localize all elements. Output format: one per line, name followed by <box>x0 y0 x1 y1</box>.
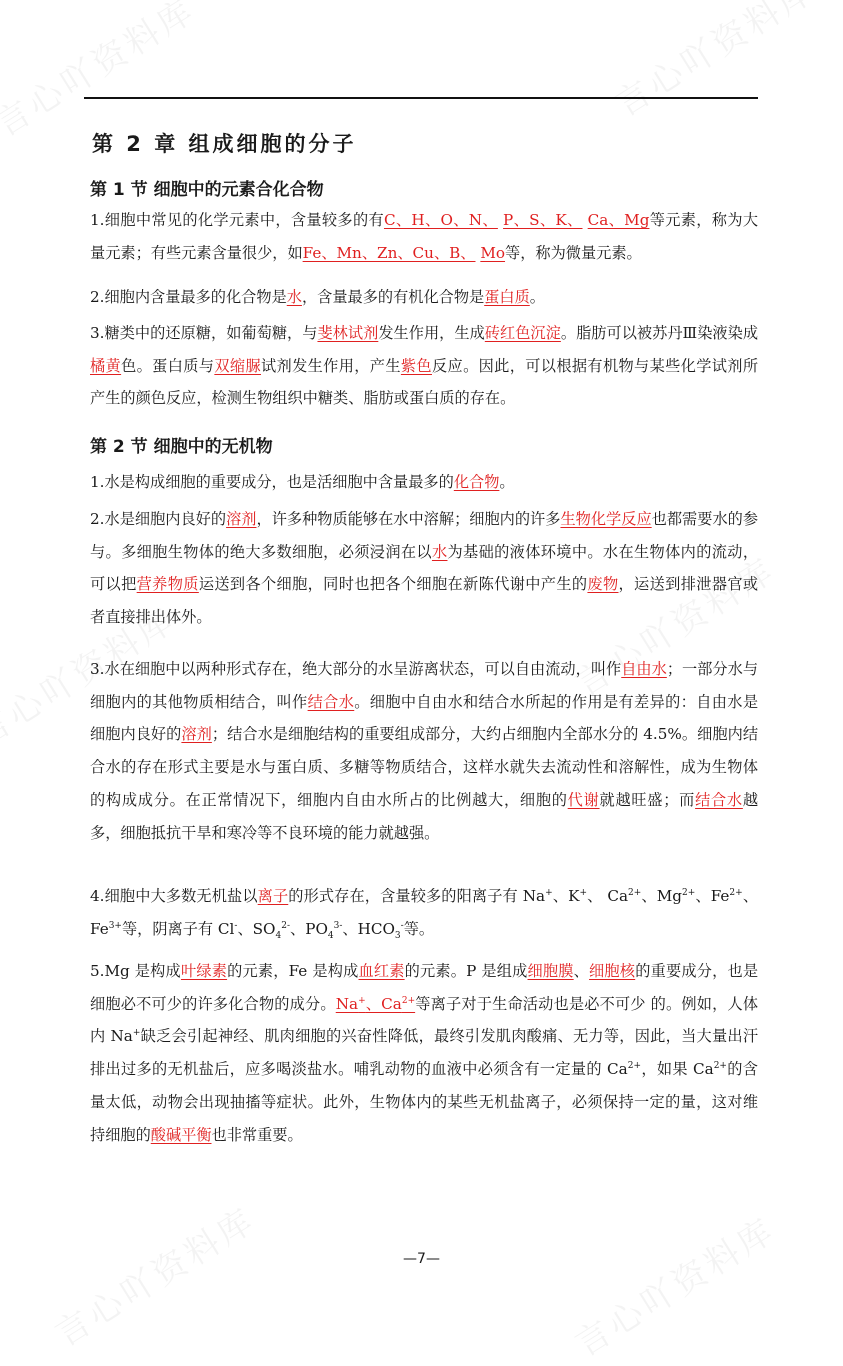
chapter-title: 第 2 章 组成细胞的分子 <box>92 132 357 156</box>
paragraph: 4.细胞中大多数无机盐以离子的形式存在，含量较多的阳离子有 Na+、K+、 $Ca^{2+}$、$Mg^{2+}$、$Fe^{2+}$、$Fe^{3+}$等，阴离子有 Cl-、$SO_4^{2-}$、$PO_4^{3-}$、$HCO_3^-$等。 <box>90 887 759 941</box>
paragraph: 5.Mg 是构成叶绿素的元素，Fe 是构成血红素的元素。P 是组成细胞膜、细胞核的重要成分，也是细胞必不可少的许多化合物的成分。Na+、$Ca^{2+}$等离子对于生命活动也是必不可少 的。例如，人体内 Na+缺乏会引起神经、肌肉细胞的兴奋性降低，最终引发肌肉酸痛、无力等，因此，当大量出汗排出过多的无机盐后，应多喝淡盐水。哺乳动物的血液中必须含有一定量的 $Ca^{2+}$，如果 $Ca^{2+}$的含量太低，动物会出现抽搐等症状。此外，生物体内的某些无机盐离子，必须保持一定的量，这对维持细胞的酸碱平衡也非常重要。 <box>90 962 759 1144</box>
page-number: —7— <box>403 1251 440 1267</box>
paragraph: 3.水在细胞中以两种形式存在，绝大部分的水呈游离状态，可以自由流动，叫作自由水；一部分水与细胞内的其他物质相结合，叫作结合水。细胞中自由水和结合水所起的作用是有差异的：自由水是细胞内良好的溶剂；结合水是细胞结构的重要组成部分，大约占细胞内全部水分的 4.5%。细胞内结合水的存在形式主要是水与蛋白质、多糖等物质结合，这样水就失去流动性和溶解性，成为生物体的构成成分。在正常情况下，细胞内自由水所占的比例越大，细胞的代谢就越旺盛；而结合水越多，细胞抵抗干旱和寒冷等不良环境的能力就越强。 <box>90 660 759 842</box>
watermark <box>0 0 204 146</box>
paragraph: 2.细胞内含量最多的化合物是水，含量最多的有机化合物是蛋白质。 <box>90 288 545 306</box>
watermark <box>604 0 823 126</box>
paragraph: 1.细胞中常见的化学元素中，含量较多的有C、H、O、N、 P、S、K、 Ca、Mg等元素，称为大量元素；有些元素含量很少，如Fe、Mn、Zn、Cu、B、 Mo等，称为微量元素。 <box>90 211 759 262</box>
section-title: 第 2 节 细胞中的无机物 <box>90 437 273 457</box>
header-rule <box>84 97 758 99</box>
watermark <box>564 1203 783 1365</box>
section-title: 第 1 节 细胞中的元素合化合物 <box>90 180 324 200</box>
paragraph: 1.水是构成细胞的重要成分，也是活细胞中含量最多的化合物。 <box>90 473 515 491</box>
paragraph: 2.水是细胞内良好的溶剂，许多种物质能够在水中溶解；细胞内的许多生物化学反应也都需要水的参与。多细胞生物体的绝大多数细胞，必须浸润在以水为基础的液体环境中。水在生物体内的流动，可以把营养物质运送到各个细胞，同时也把各个细胞在新陈代谢中产生的废物，运送到排泄器官或者直接排出体外。 <box>90 510 759 627</box>
paragraph: 3.糖类中的还原糖，如葡萄糖，与斐林试剂发生作用，生成砖红色沉淀。脂肪可以被苏丹Ⅲ染液染成橘黄色。蛋白质与双缩脲试剂发生作用，产生紫色反应。因此，可以根据有机物与某些化学试剂所产生的颜色反应，检测生物组织中糖类、脂肪或蛋白质的存在。 <box>90 324 759 408</box>
watermark <box>44 1193 263 1355</box>
